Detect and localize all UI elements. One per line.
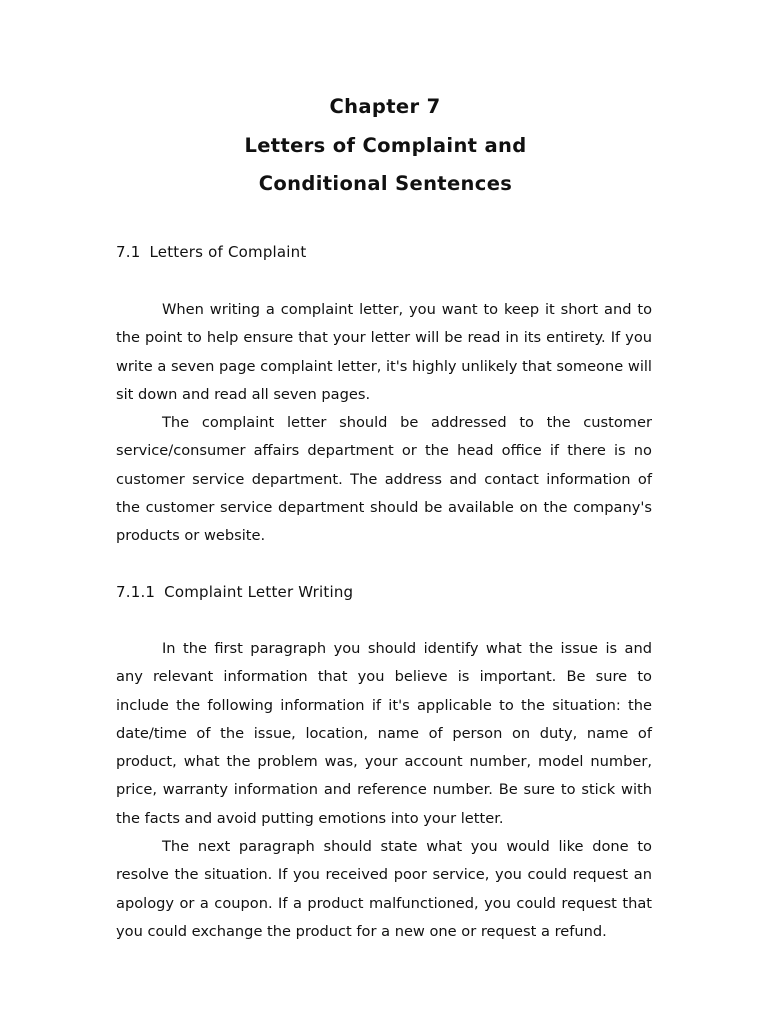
section-7-1-paragraph-1: When writing a complaint letter, you want to keep it short and to the point to help ensure that your letter will be read in its entirety. If you write a seven page complaint letter, it's highly unlikely that someone will sit down and read all seven pages.	[116, 301, 652, 403]
chapter-number-title: Chapter 7	[329, 95, 441, 118]
section-heading-7-1-1	[116, 582, 353, 602]
section-7-1-1-paragraph-1: In the first paragraph you should identify what the issue is and any relevant information that you believe is important. Be sure to include the following information if it's applicable to the situation: the date/time of the issue, location, name of person on duty, name of product, what the problem was, your account number, model number, price, warranty information and reference number. Be sure to stick with the facts and avoid putting emotions into your letter.	[116, 640, 652, 827]
section-7-1-paragraph-2: The complaint letter should be addressed to the customer service/consumer affairs department or the head office if there is no customer service department. The address and contact information of the customer service department should be available on the company's products or website.	[116, 414, 652, 545]
chapter-title-block	[0, 88, 768, 204]
section-number: 7.1.1	[116, 583, 156, 601]
section-heading-7-1	[116, 242, 306, 262]
section-title: Letters of Complaint	[149, 243, 307, 261]
section-7-1-1-paragraph-2: The next paragraph should state what you would like done to resolve the situation. If you received poor service, you could request an apology or a coupon. If a product malfunctioned, you could request that you could exchange the product for a new one or request a refund.	[116, 838, 652, 940]
section-number: 7.1	[116, 243, 141, 261]
chapter-title-line-1: Letters of Complaint and	[244, 133, 527, 157]
section-title: Complaint Letter Writing	[164, 583, 354, 601]
chapter-title-line-2: Conditional Sentences	[258, 172, 513, 195]
